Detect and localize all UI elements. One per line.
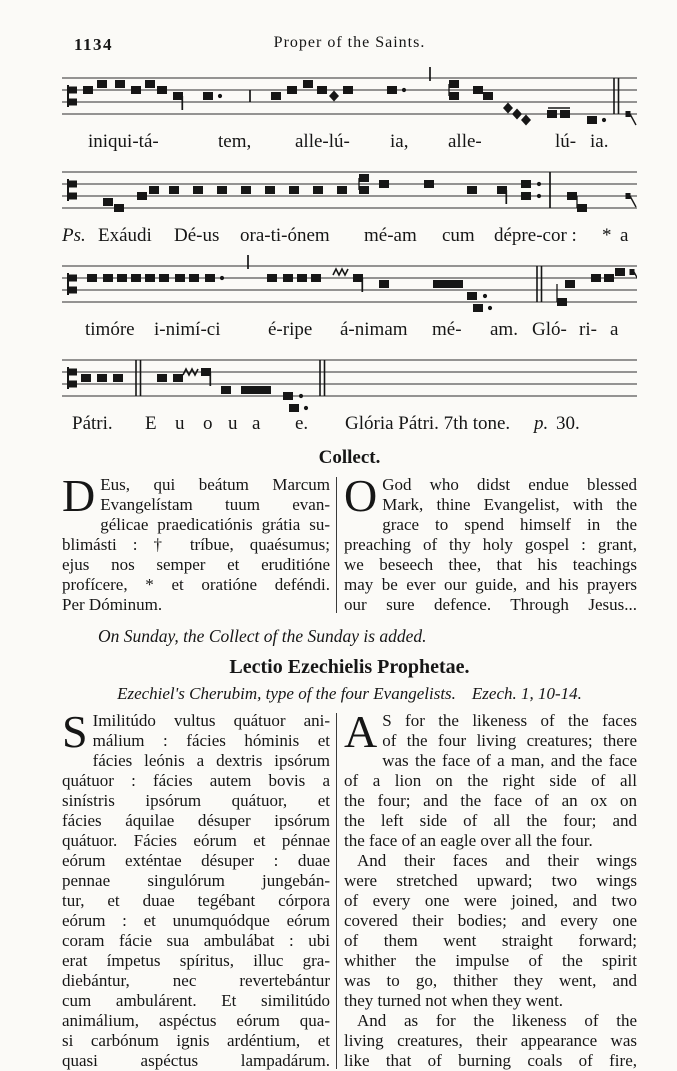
chant-system [62,158,637,251]
lesson-latin-column [62,706,330,1071]
chant-lyric: E [145,413,157,434]
text-line: sinístris ipsórum quátuor, et [62,791,330,810]
collect-heading: Collect. [318,447,381,468]
text-line: blimásti : † tríbue, quaésumus; [62,535,330,554]
chant-lyric: tem, [218,131,252,152]
sunday-rubric: On Sunday, the Collect of the Sunday is added. [98,626,427,646]
chant-system [62,252,637,345]
chant-lyric: Exáudi [98,225,152,246]
text-line: animálium, aspéctus eórum qua- [62,1011,330,1030]
text-line: quátuor : fácies autem bovis a [62,771,330,790]
chant-lyric: dépre-cor : [494,225,577,246]
text-line: fácies áquilae désuper ipsórum [62,811,330,830]
chant-lyric: ri- [579,319,597,340]
collect-english-column [344,470,637,615]
drop-cap: D [62,470,96,521]
text-line: God who didst endue blessed [382,475,637,494]
lectio-heading: Lectio Ezechielis Prophetae. [229,656,470,678]
chant-lyric: é-ripe [268,319,313,340]
chant-lyric: p. [534,413,549,434]
text-line: like that of burning coals of fire, [344,1051,637,1070]
chant-staff [62,252,637,322]
drop-cap: O [344,470,378,521]
chant-lyric: cum [442,225,475,246]
page-header [62,34,637,60]
chant-lyric: á-nimam [340,319,408,340]
text-line: pennae singulórum jungebán- [62,871,330,890]
text-line: Evangelístam tuum evan- [100,495,330,514]
text-line: fácies leónis a dextris ipsórum [92,751,330,770]
chant-lyric: i-nimí-ci [154,319,221,340]
lectio-reference: Ezech. 1, 10-14. [471,684,582,703]
chant-lyric: Pátri. [72,413,113,434]
text-line: covered their bodies; and every one [344,911,637,930]
chant-lyrics [62,319,637,345]
text-line: málium : fácies hóminis et [92,731,330,750]
chant-lyric: timóre [85,319,135,340]
text-line: the face of an eagle over all the four. [344,831,593,850]
text-line: our sure defence. Through Jesus... [344,595,637,614]
text-line: grace to spend himself in the [382,515,637,534]
text-line: And as for the likeness of the [357,1011,637,1030]
text-line: Per Dóminum. [62,595,163,614]
text-line: Mark, thine Evangelist, with the [382,495,637,514]
chant-staff [62,64,637,134]
chant-lyric: Glória Pátri. 7th tone. [345,413,511,434]
chant-lyric: a [620,225,629,246]
chant-lyric: mé- [432,319,462,340]
text-line: coram fácie sua ambulábat : ubi [62,931,330,950]
drop-cap: S [62,706,88,757]
chant-lyric: a [252,413,261,434]
chant-lyric: Ps. [62,225,86,246]
chant-lyric: * [602,225,612,246]
text-line: of a lion on the right side of all [344,771,637,790]
chant-lyric: am. [490,319,518,340]
text-line: erat ímpetus spíritus, illuc gra- [62,951,330,970]
header-title: Proper of the Saints. [273,34,426,51]
chant-lyric: iniqui-tá- [88,131,159,152]
text-line: si carbónum ignis ardéntium, et [62,1031,330,1050]
column-rule [336,477,337,613]
page-number: 1134 [74,35,114,54]
chant-lyric: ia. [590,131,609,152]
chant-lyric: e. [295,413,309,434]
text-line: cum ambulárent. Et similitúdo [62,991,330,1010]
chant-lyric: o [203,413,213,434]
text-line: whither the impulse of the spirit [344,951,637,970]
text-line: of the four living creatures; there [382,731,637,750]
text-line: S for the likeness of the faces [382,711,637,730]
chant-lyric: Gló- [532,319,567,340]
chant-staff [62,158,637,228]
text-line: the four; and the face of an ox on [344,791,637,810]
chant-lyric: lú- [555,131,577,152]
chant-lyric: u [175,413,185,434]
text-line: tur, et duae tegébant córpora [62,891,330,910]
text-line: eórum : et unumquódque eórum [62,911,330,930]
text-line: the left side of all the four; and [344,811,637,830]
chant-lyric: a [610,319,619,340]
text-line: quasi aspéctus lampadárum. [62,1051,330,1070]
text-line: profícere, * et oratióne deféndi. [62,575,330,594]
text-line: gélicae praedicatiónis grátia su- [100,515,330,534]
text-line: Eus, qui beátum Marcum [100,475,330,494]
text-line: were stretched upward; two wings [344,871,637,890]
lesson-english-column [344,706,637,1071]
text-line: quátuor. Fácies eórum et pénnae [62,831,330,850]
chant-lyric: alle-lú- [295,131,350,152]
chant-lyric: ora-ti-ónem [240,225,330,246]
text-line: diebántur, nec revertebántur [62,971,330,990]
text-line: And their faces and their wings [357,851,637,870]
lectio-subtitle: Ezechiel's Cherubim, type of the four Evangelists. [117,684,456,703]
collect-latin-column [62,470,330,615]
chant-staff [62,346,637,416]
text-line: was the face of a man, and the face [382,751,637,770]
lectio-subtitle-row [62,684,637,704]
text-line: ejus nos semper et eruditióne [62,555,330,574]
chant-lyrics [62,225,637,251]
collect-columns [62,470,637,615]
drop-cap: A [344,706,378,757]
text-line: Imilitúdo vultus quátuor ani- [92,711,330,730]
text-line: we beseech thee, that his teachings [344,555,637,574]
chant-lyrics [62,413,637,439]
chant-block [62,64,637,439]
chant-lyric: u [228,413,238,434]
lesson-columns [62,706,637,1071]
text-line: was to go, thither they went, and [344,971,637,990]
text-line: living creatures, their appearance was [344,1031,637,1050]
chant-lyrics [62,131,637,157]
text-line: eórum exténtae désuper : duae [62,851,330,870]
chant-lyric: 30. [556,413,580,434]
text-line: they turned not when they went. [344,991,564,1010]
chant-lyric: ia, [390,131,409,152]
column-rule [336,713,337,1069]
text-line: preaching of thy holy gospel : grant, [344,535,637,554]
text-line: of them went straight forward; [344,931,637,950]
chant-lyric: Dé-us [174,225,220,246]
text-line: may be ever our guide, and his prayers [344,575,637,594]
chant-lyric: mé-am [364,225,417,246]
chant-lyric: alle- [448,131,482,152]
chant-system [62,64,637,157]
text-line: of every one were joined, and two [344,891,637,910]
chant-system [62,346,637,439]
